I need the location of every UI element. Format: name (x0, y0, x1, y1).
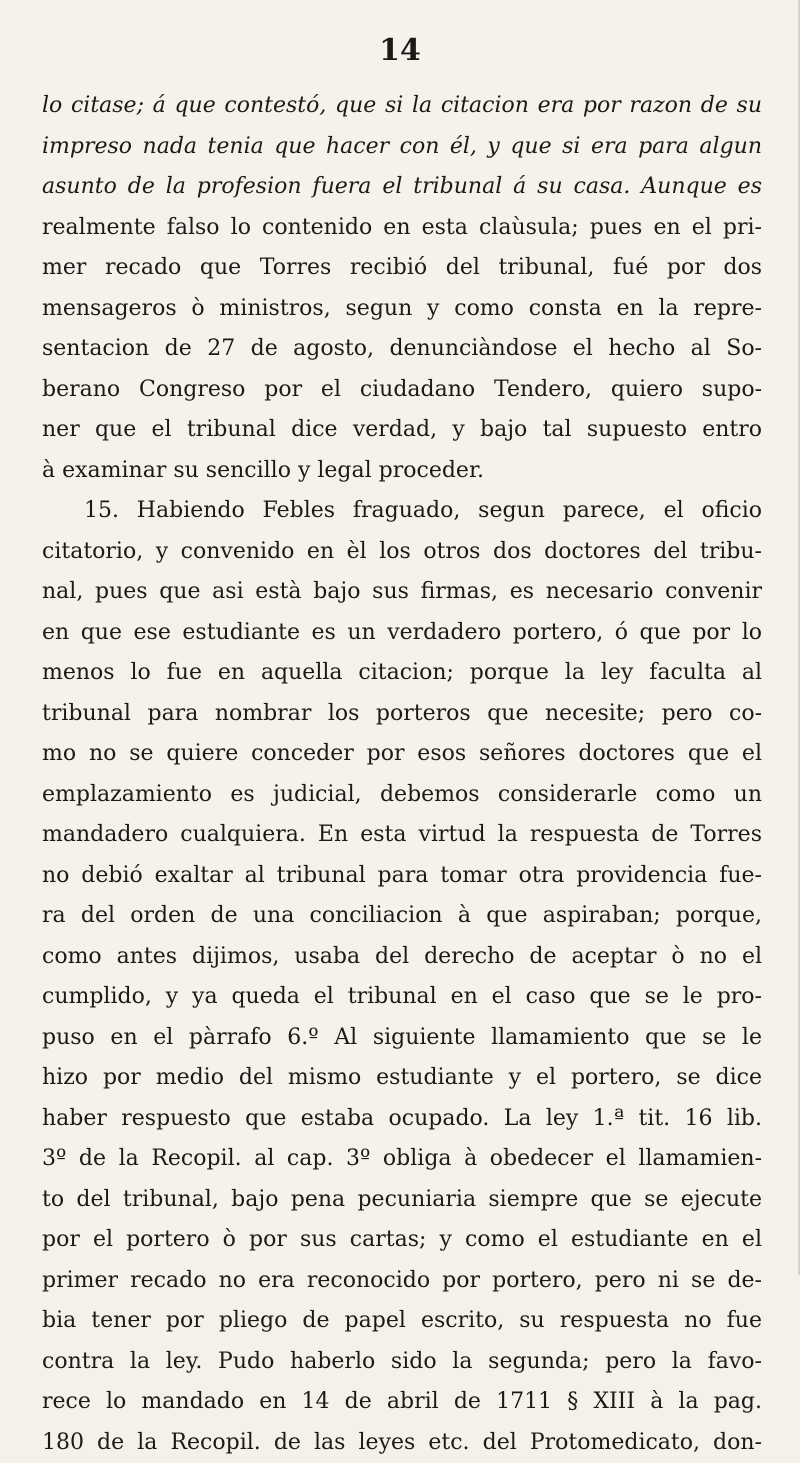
text-line: realmente falso lo contenido en esta claùsula; pues en el pri- (42, 208, 762, 249)
paragraph-start-line: 15. Habiendo Febles fraguado, segun parece, el oficio (42, 491, 762, 532)
text-line: puso en el pàrrafo 6.º Al siguiente llamamiento que se le (42, 1018, 762, 1059)
text-line: emplazamiento es judicial, debemos considerarle como un (42, 775, 762, 816)
text-line: mer recado que Torres recibió del tribunal, fué por dos (42, 248, 762, 289)
text-line: nal, pues que asi està bajo sus firmas, es necesario convenir (42, 572, 762, 613)
text-line: contra la ley. Pudo haberlo sido la segunda; pero la favo- (42, 1342, 762, 1383)
text-line: tribunal para nombrar los porteros que necesite; pero co- (42, 694, 762, 735)
text-line: mensageros ò ministros, segun y como consta en la repre- (42, 289, 762, 330)
text-line: en que ese estudiante es un verdadero portero, ó que por lo (42, 613, 762, 654)
text-line: 180 de la Recopil. de las leyes etc. del Protomedicato, don- (42, 1423, 762, 1463)
page-number: 14 (0, 36, 800, 66)
text-line: mandadero cualquiera. En esta virtud la respuesta de Torres (42, 815, 762, 856)
text-line: primer recado no era reconocido por portero, pero ni se de- (42, 1261, 762, 1302)
text-line: cumplido, y ya queda el tribunal en el caso que se le pro- (42, 977, 762, 1018)
text-line: ner que el tribunal dice verdad, y bajo tal supuesto entro (42, 410, 762, 451)
text-line: asunto de la profesion fuera el tribunal á su casa. Aunque es (42, 167, 762, 208)
text-line: no debió exaltar al tribunal para tomar otra providencia fue- (42, 856, 762, 897)
text-line: haber respuesto que estaba ocupado. La ley 1.ª tit. 16 lib. (42, 1099, 762, 1140)
text-line: menos lo fue en aquella citacion; porque la ley faculta al (42, 653, 762, 694)
text-line: bia tener por pliego de papel escrito, su respuesta no fue (42, 1301, 762, 1342)
text-line: lo citase; á que contestó, que si la citacion era por razon de su (42, 86, 762, 127)
text-line: como antes dijimos, usaba del derecho de aceptar ò no el (42, 937, 762, 978)
text-line: impreso nada tenia que hacer con él, y que si era para algun (42, 127, 762, 168)
text-line: rece lo mandado en 14 de abril de 1711 § XIII à la pag. (42, 1382, 762, 1423)
text-line: por el portero ò por sus cartas; y como el estudiante en el (42, 1220, 762, 1261)
text-line: 3º de la Recopil. al cap. 3º obliga à obedecer el llamamien- (42, 1139, 762, 1180)
body-text (42, 86, 762, 1463)
text-line: citatorio, y convenido en èl los otros dos doctores del tribu- (42, 532, 762, 573)
text-line: à examinar su sencillo y legal proceder. (42, 451, 762, 492)
text-line: hizo por medio del mismo estudiante y el portero, se dice (42, 1058, 762, 1099)
text-line: to del tribunal, bajo pena pecuniaria siempre que se ejecute (42, 1180, 762, 1221)
text-line: mo no se quiere conceder por esos señores doctores que el (42, 734, 762, 775)
text-line: berano Congreso por el ciudadano Tendero, quiero supo- (42, 370, 762, 411)
text-line: sentacion de 27 de agosto, denunciàndose el hecho al So- (42, 329, 762, 370)
text-line: ra del orden de una conciliacion à que aspiraban; porque, (42, 896, 762, 937)
